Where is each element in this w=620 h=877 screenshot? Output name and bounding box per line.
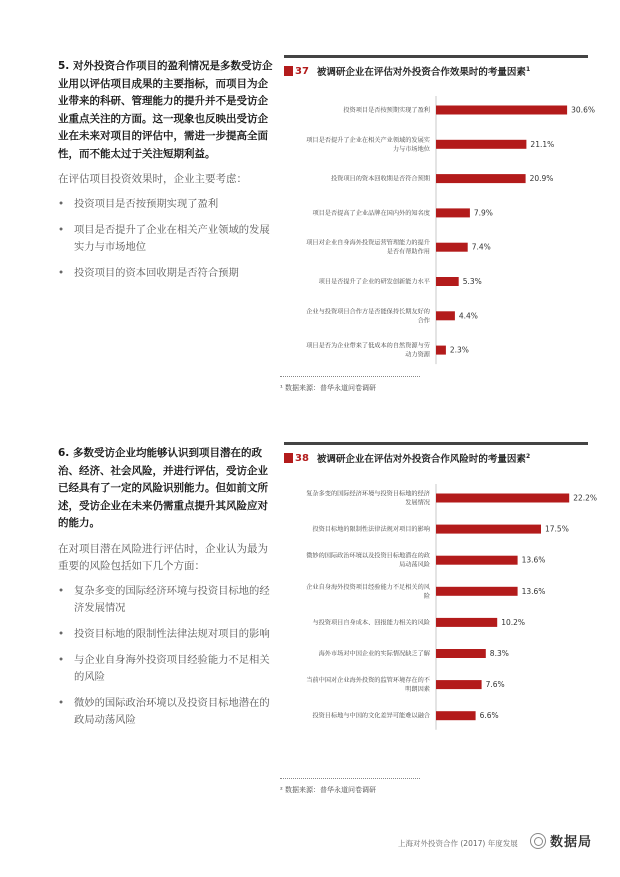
figure-37-source: ¹ 数据来源：普华永道问卷调研 [280, 384, 377, 392]
chart-bar [436, 311, 455, 320]
source-divider [280, 376, 420, 377]
data-label: 2.3% [449, 345, 469, 355]
section-5-intro: 在评估项目投资效果时，企业主要考虑： [58, 173, 247, 185]
figure-title-text [317, 64, 530, 78]
category-label: 投资项目是否按预期实现了盈利 [343, 107, 430, 114]
bullet-text: 项目是否提升了企业在相关产业领域的发展实力与市场地位 [74, 224, 270, 253]
bullet-dot-icon: • [58, 696, 65, 709]
data-label: 20.9% [529, 174, 554, 184]
bullet-dot-icon: • [58, 627, 65, 640]
bullet-text: 与企业自身海外投资项目经验能力不足相关的风险 [74, 653, 270, 683]
list-item [58, 695, 278, 729]
data-label: 5.3% [462, 277, 482, 286]
chart-bar [436, 618, 497, 627]
watermark [530, 831, 592, 850]
watermark-text: 数据局 [550, 835, 593, 850]
chart-bar [436, 346, 446, 355]
figure-title-text [317, 451, 530, 465]
chart-bar [436, 494, 569, 503]
data-label: 17.5% [545, 524, 569, 534]
figure-38 [284, 442, 588, 465]
chart-bar [436, 174, 526, 183]
category-label: 微妙的国际政治环境以及投资目标地潜在的政局动荡风险 [306, 552, 430, 569]
data-label: 13.6% [521, 555, 546, 565]
figure-title-label: 被调研企业在评估对外投资合作风险时的考量因素 [316, 454, 526, 465]
list-item [58, 265, 278, 282]
chart-bar [436, 208, 470, 217]
chart-bar [436, 711, 476, 720]
bullet-text: 微妙的国际政治环境以及投资目标地潜在的政局动荡风险 [74, 696, 270, 726]
data-label: 7.4% [471, 242, 491, 252]
list-item [58, 222, 278, 256]
section-6-lead: 6. 多数受访企业均能够认识到项目潜在的政治、经济、社会风险，并进行评估，受访企业已经具有了一定的风险识别能力。但如前文所述，受访企业在未来仍需重点提升其风险应对的能力。 [58, 447, 268, 529]
source-divider [280, 778, 420, 779]
bullet-dot-icon: • [58, 584, 65, 597]
data-label: 22.2% [573, 493, 598, 503]
figure-number: 37 [295, 65, 309, 77]
bullet-text: 复杂多变的国际经济环境与投资目标地的经济发展情况 [74, 584, 270, 614]
chart-svg [284, 92, 595, 372]
category-label: 企业自身海外投资项目经验能力不足相关的风险 [306, 583, 430, 600]
data-label: 13.6% [521, 586, 546, 596]
chart-svg [284, 480, 598, 730]
figure-footnote-ref: 2 [525, 452, 531, 460]
data-label: 10.2% [501, 617, 526, 627]
category-label: 项目是否提升了企业的研发创新能力水平 [318, 278, 430, 286]
category-label: 当前中国对企业海外投资的监管环境存在的不明朗因素 [306, 677, 430, 694]
chart-38 [284, 480, 598, 730]
category-label: 海外市场对中国企业的实际情况缺乏了解 [318, 650, 430, 658]
section-5-bullets [58, 196, 278, 282]
data-label: 6.6% [479, 711, 499, 721]
section-6 [58, 445, 278, 738]
bullet-text: 投资项目是否按预期实现了盈利 [74, 198, 219, 210]
section-6-bullets [58, 583, 278, 729]
chart-37 [284, 92, 595, 372]
category-label: 复杂多变的国际经济环境与投资目标地的经济发展情况 [306, 490, 430, 507]
bullet-text: 投资目标地的限制性法律法规对项目的影响 [74, 627, 270, 640]
section-5 [58, 58, 278, 291]
figure-marker-icon [284, 66, 293, 76]
chart-bar [436, 277, 459, 286]
category-label: 投资项目的资本回收期是否符合预期 [331, 175, 430, 183]
category-label: 项目是否提升了企业在相关产业领域的发展实力与市场地位 [306, 136, 430, 153]
figure-number: 38 [295, 452, 309, 464]
section-5-lead: 5. 对外投资合作项目的盈利情况是多数受访企业用以评估项目成果的主要指标，而项目为企业带来的科研、管理能力的提升并不是受访企业重点关注的方面。这一现象也反映出受访企业在未来对项目的评估中，需进一步提高全面性，而不能太过于关注短期利益。 [58, 60, 273, 160]
chart-bar [436, 556, 518, 565]
category-label: 项目是否提高了企业品牌在国内外的知名度 [312, 209, 430, 217]
list-item [58, 626, 278, 643]
category-label: 投资目标地与中国的文化差异可能难以融合 [312, 712, 430, 720]
data-label: 8.3% [489, 649, 509, 658]
data-label: 21.1% [530, 139, 555, 149]
data-label: 7.9% [473, 208, 493, 218]
chart-bar [436, 243, 468, 252]
figure-38-source: ² 数据来源：普华永道问卷调研 [280, 786, 377, 794]
chart-bar [436, 587, 518, 596]
figure-title [284, 445, 588, 465]
data-label: 30.6% [571, 105, 595, 115]
section-6-intro: 在对项目潜在风险进行评估时，企业认为最为重要的风险包括如下几个方面： [58, 542, 268, 572]
category-label: 项目对企业自身海外投资运营管理能力的提升是否有帮助作用 [306, 239, 430, 256]
category-label: 投资目标地的限制性法律法规对项目的影响 [312, 526, 430, 534]
chart-bar [436, 525, 541, 534]
list-item [58, 652, 278, 686]
category-label: 企业与投资项目合作方是否能保持长期友好的合作 [306, 308, 430, 325]
chart-bar [436, 649, 486, 658]
chart-bar [436, 106, 567, 115]
data-label: 7.6% [485, 680, 505, 690]
bullet-dot-icon: • [58, 653, 65, 666]
list-item [58, 583, 278, 617]
figure-37 [284, 55, 588, 78]
bullet-text: 投资项目的资本回收期是否符合预期 [74, 267, 239, 279]
figure-title [284, 58, 588, 78]
wechat-icon [530, 833, 546, 849]
bullet-dot-icon: • [58, 198, 65, 210]
chart-bar [436, 680, 482, 689]
bullet-dot-icon: • [58, 267, 65, 279]
page-footer: 上海对外投资合作 (2017) 年度发展 [398, 839, 518, 848]
chart-bar [436, 140, 526, 149]
category-label: 项目是否为企业带来了低成本的自然资源与劳动力资源 [306, 342, 430, 359]
figure-footnote-ref: 1 [525, 65, 531, 73]
list-item [58, 196, 278, 213]
figure-title-label: 被调研企业在评估对外投资合作效果时的考量因素 [316, 67, 526, 78]
figure-marker-icon [284, 453, 293, 463]
category-label: 与投资项目自身成本、回报能力相关的风险 [312, 619, 430, 627]
data-label: 4.4% [458, 311, 478, 321]
bullet-dot-icon: • [58, 224, 65, 236]
